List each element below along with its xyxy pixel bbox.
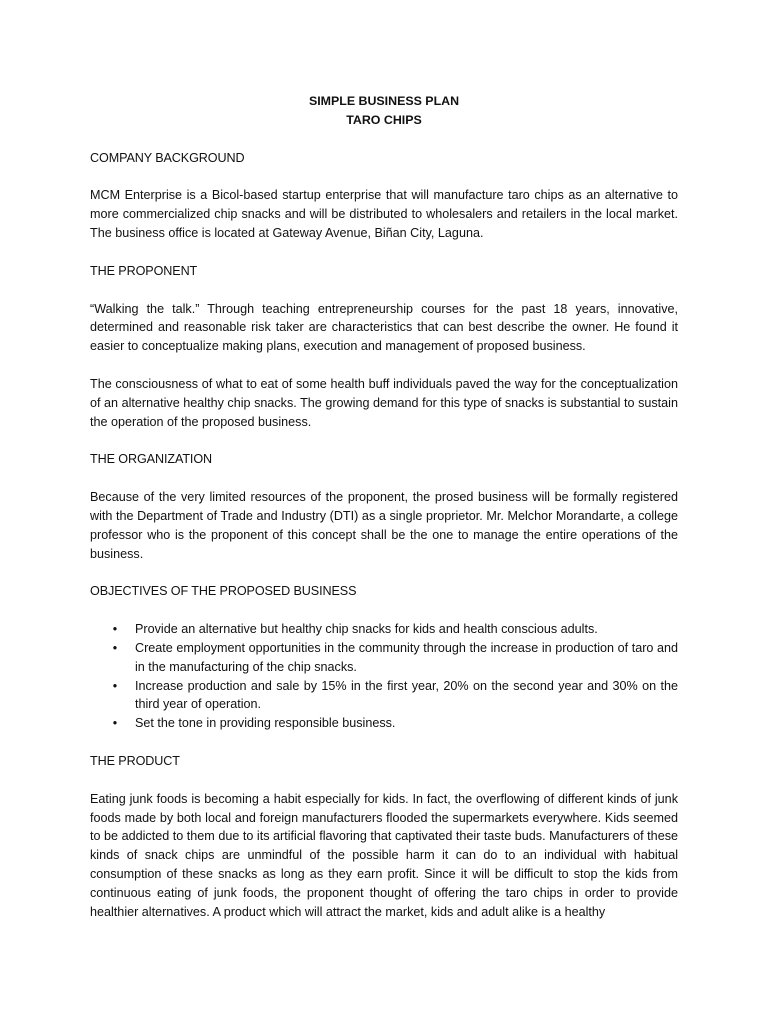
bullet-icon: •	[112, 678, 118, 693]
bullet-icon: •	[112, 622, 118, 637]
document-subtitle: TARO CHIPS	[346, 112, 422, 127]
bullet-icon: •	[112, 716, 118, 731]
list-item	[90, 677, 678, 715]
list-item-text: Set the tone in providing responsible business.	[135, 716, 396, 731]
list-item-text: Create employment opportunities in the community through the increase in production of taro and in the manufacturing of the chip snacks.	[135, 640, 678, 674]
heading-proponent: THE PROPONENT	[90, 263, 198, 278]
heading-product: THE PRODUCT	[90, 753, 180, 768]
paragraph-product: Eating junk foods is becoming a habit especially for kids. In fact, the overflowing of different kinds of junk foods made by both local and foreign manufacturers flooded the supermarkets everywhere. Kids seemed to be addicted to them due to its artificial flavoring that captivated their taste buds. Manufacturers of these kinds of snack chips are unmindful of the possible harm it can do to an individual with habitual consumption of these snacks as long as they earn profit. Since it will be difficult to stop the kids from continuous eating of junk foods, the proponent thought of offering the taro chips in order to provide healthier alternatives. A product which will attract the market, kids and adult alike is a healthy	[90, 791, 678, 919]
paragraph-company-background: MCM Enterprise is a Bicol-based startup enterprise that will manufacture taro chips as an alternative to more commercialized chip snacks and will be distributed to wholesalers and retailers in the local market. The business office is located at Gateway Avenue, Biñan City, Laguna.	[90, 188, 678, 240]
heading-organization: THE ORGANIZATION	[90, 452, 213, 467]
paragraph-proponent-1: “Walking the talk.” Through teaching entrepreneurship courses for the past 18 years, innovative, determined and reasonable risk taker are characteristics that can best describe the owner. He found it easier to conceptualize making plans, execution and management of proposed business.	[90, 301, 678, 354]
document-title: SIMPLE BUSINESS PLAN	[308, 94, 460, 108]
list-item-text: Provide an alternative but healthy chip snacks for kids and health conscious adults.	[135, 622, 598, 637]
list-item	[90, 639, 678, 677]
list-item	[90, 714, 678, 733]
paragraph-proponent-2: The consciousness of what to eat of some health buff individuals paved the way for the conceptualization of an alternative healthy chip snacks. The growing demand for this type of snacks is substantial to sustain the operation of the proposed business.	[90, 376, 678, 429]
paragraph-organization: Because of the very limited resources of the proponent, the prosed business will be formally registered with the Department of Trade and Industry (DTI) as a single proprietor. Mr. Melchor Morandarte, a college professor who is the proponent of this concept shall be the one to manage the entire operations of the business.	[90, 490, 678, 561]
objectives-list	[90, 620, 678, 733]
list-item-text: Increase production and sale by 15% in the first year, 20% on the second year and 30% on the third year of operation.	[135, 678, 678, 712]
heading-objectives: OBJECTIVES OF THE PROPOSED BUSINESS	[90, 584, 357, 599]
bullet-icon: •	[112, 640, 118, 655]
list-item	[90, 620, 678, 639]
heading-company-background: COMPANY BACKGROUND	[90, 150, 245, 165]
document-body	[90, 92, 678, 921]
